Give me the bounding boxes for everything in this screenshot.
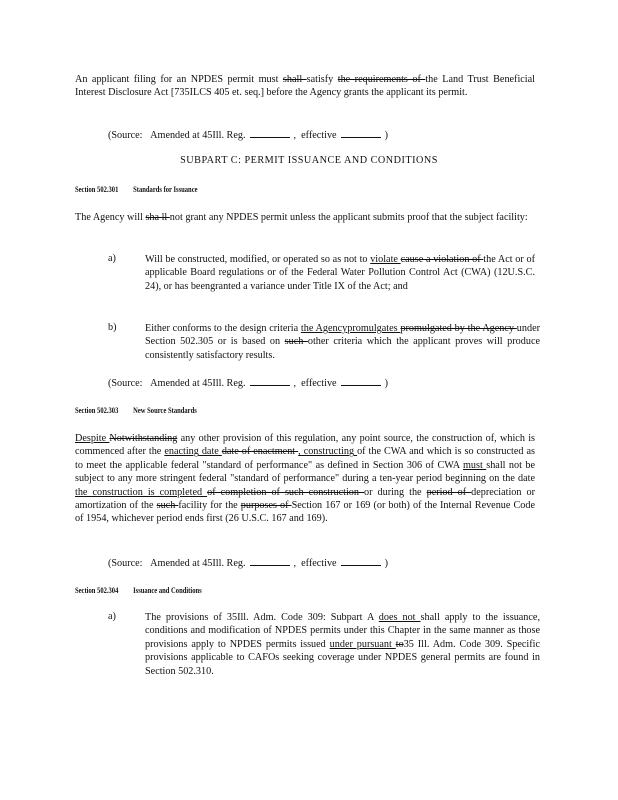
item-a-2-text: The provisions of 35Ill. Adm. Code 309: Subpart A does not shall apply to the issuance, conditions and modification of NPDES permits under this Chapter in the same manner as those provisions apply to NPDES permits issued under pursuant to35 Ill. Adm. Code 309. Specific provisions applicable to CAFOs seeking coverage under NPDES general permits are found in Section 502.310.: [145, 612, 541, 677]
item-letter-a-2: a): [108, 611, 116, 622]
paragraph-agency-grant: The Agency will sha ll not grant any NPDES permit unless the applicant submits proof that the subject facility:: [75, 212, 528, 223]
deleted-text: the requirements of: [337, 74, 426, 85]
text: satisfy: [306, 74, 338, 85]
subpart-heading: SUBPART C: PERMIT ISSUANCE AND CONDITIONS: [180, 155, 438, 166]
source-note-3: (Source: Amended at 45Ill. Reg. , effective ): [108, 558, 388, 569]
blank-line: [250, 128, 290, 138]
section-heading-502-303: Section 502.303 New Source Standards: [75, 406, 197, 415]
section-heading-502-304: Section 502.304 Issuance and Conditions: [75, 586, 202, 595]
item-a-text: Will be constructed, modified, or operated so as not to violate cause a violation of the Act or of applicable Board regulations or of the Federal Water Pollution Control Act (CWA) (12U.S.C. 24), or has beengranted a variance under Title IX of the Act; and: [145, 254, 535, 292]
item-b-text: Either conforms to the design criteria the Agencypromulgates promulgated by the Agency under Section 502.305 or is based on such other criteria which the applicant proves will produce consistently satisfactory results.: [145, 323, 540, 361]
source-note-1: (Source: Amended at 45Ill. Reg. , effective ): [108, 130, 388, 141]
text: the Land Trust Beneficial Interest Disclosure Act [735ILCS 405 et. seq.] before the Agency grants the applicant its permit.: [75, 74, 535, 99]
text: An applicant filing for an NPDES permit must: [75, 74, 283, 85]
item-letter-b: b): [108, 322, 117, 333]
paragraph-land-trust: [75, 73, 535, 100]
source-note-2: (Source: Amended at 45Ill. Reg. , effective ): [108, 378, 388, 389]
paragraph-new-source: Despite Notwithstanding any other provision of this regulation, any point source, the construction of, which is commenced after the enacting date date of enactment , constructing of the CWA and which is so constructed as to meet the applicable federal "standard of performance" as defined in Section 306 of CWA must shall not be subject to any more stringent federal "standard of performance" during a ten-year period beginning on the date the construction is completed of completion of such construction or during the period of depreciation or amortization of the such facility for the purposes of Section 167 or 169 (or both) of the Internal Revenue Code of 1954, whichever period ends first (26 U.S.C. 167 and 169).: [75, 433, 535, 525]
blank-line: [341, 128, 381, 138]
item-letter-a: a): [108, 253, 116, 264]
deleted-text: shall: [282, 74, 307, 85]
section-heading-502-301: Section 502.301 Standards for Issuance: [75, 185, 198, 194]
